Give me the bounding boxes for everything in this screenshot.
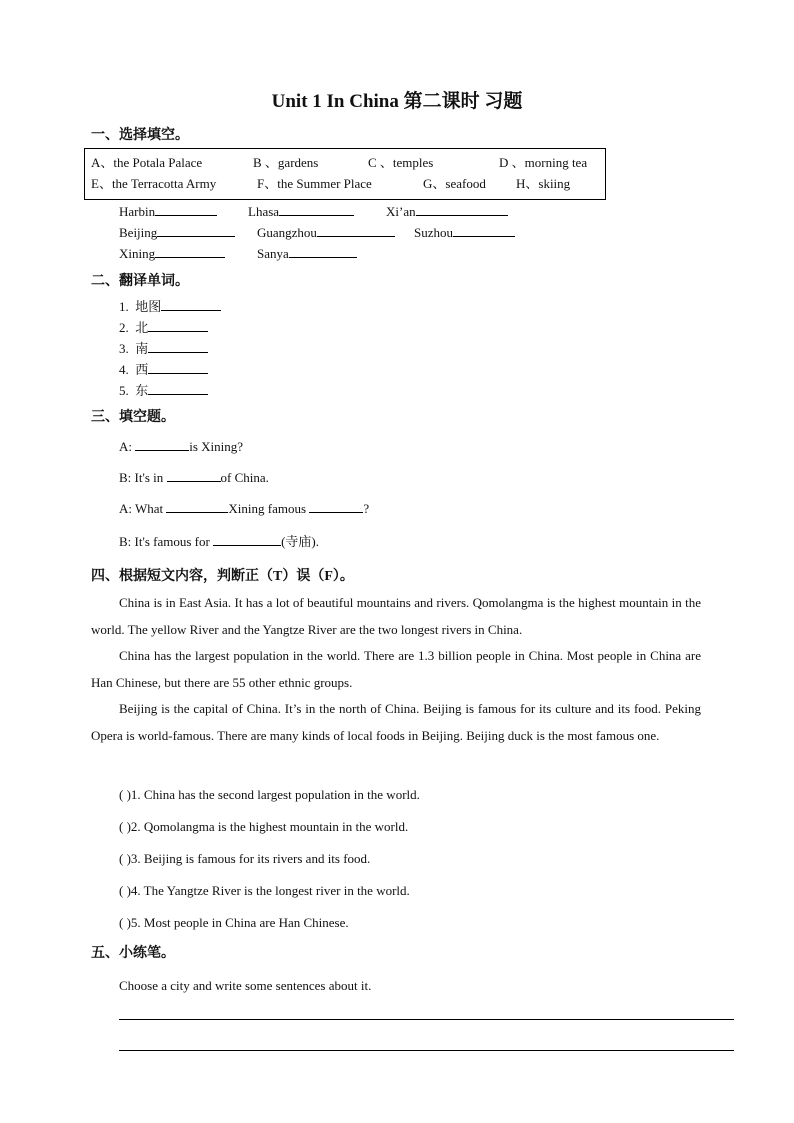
statement-text: 5. Most people in China are Han Chinese. bbox=[130, 915, 349, 930]
city-label: Suzhou bbox=[414, 225, 453, 240]
fill-line-4 bbox=[119, 531, 319, 550]
fill-line-1 bbox=[119, 438, 243, 455]
translate-item-3 bbox=[119, 338, 208, 357]
translate-item-4 bbox=[119, 359, 208, 378]
section-1-heading: 一、选择填空。 bbox=[91, 128, 189, 143]
writing-line-2[interactable] bbox=[119, 1050, 734, 1051]
line-text: A: What bbox=[119, 501, 164, 516]
line-text: A: bbox=[119, 439, 132, 454]
section-2-heading: 二、翻译单词。 bbox=[91, 274, 189, 289]
answer-blank[interactable] bbox=[453, 224, 515, 237]
item-word: 东 bbox=[135, 383, 149, 398]
answer-bracket[interactable]: ( ) bbox=[119, 819, 131, 834]
item-number: 4. bbox=[119, 362, 129, 377]
answer-blank[interactable] bbox=[309, 500, 363, 513]
answer-blank[interactable] bbox=[317, 224, 395, 237]
city-label: Sanya bbox=[257, 246, 289, 261]
item-number: 5. bbox=[119, 383, 129, 398]
section-4-heading: 四、根据短文内容，判断正（T）误（F）。 bbox=[91, 569, 354, 584]
answer-blank[interactable] bbox=[148, 382, 208, 395]
line-text: B: It's in bbox=[119, 470, 164, 485]
city-blank-suzhou bbox=[414, 224, 515, 241]
option-f: F、the Summer Place bbox=[257, 176, 372, 191]
judge-statement-5 bbox=[119, 915, 349, 931]
city-label: Guangzhou bbox=[257, 225, 317, 240]
answer-bracket[interactable]: ( ) bbox=[119, 851, 131, 866]
translate-item-5 bbox=[119, 380, 208, 399]
paragraph-text: China is in East Asia. It has a lot of beautiful mountains and rivers. Qomolangma is the highest mountain in the world. The yellow River and the Yangtze River are the two longest rivers in China. bbox=[91, 595, 701, 637]
answer-bracket[interactable]: ( ) bbox=[119, 915, 131, 930]
city-blank-guangzhou bbox=[257, 224, 395, 241]
line-text: of China. bbox=[220, 470, 269, 485]
option-d: D 、morning tea bbox=[499, 155, 588, 170]
line-text: B: It's famous for bbox=[119, 534, 210, 549]
answer-blank[interactable] bbox=[148, 319, 208, 332]
city-blank-xining bbox=[119, 245, 225, 262]
paragraph-text: Beijing is the capital of China. It’s in the north of China. Beijing is famous for its culture and its food. Peking Opera is world-famous. There are many kinds of local foods in Beijing. Beijing duck is the most famous one. bbox=[91, 701, 701, 743]
answer-blank[interactable] bbox=[155, 245, 225, 258]
option-h: H、skiing bbox=[516, 176, 571, 191]
writing-instruction: Choose a city and write some sentences about it. bbox=[119, 978, 372, 993]
judge-statement-2 bbox=[119, 819, 408, 835]
judge-statement-1 bbox=[119, 787, 420, 803]
city-label: Xining bbox=[119, 246, 156, 261]
answer-blank[interactable] bbox=[167, 469, 221, 482]
answer-bracket[interactable]: ( ) bbox=[119, 787, 131, 802]
translate-item-1 bbox=[119, 296, 221, 315]
city-blank-harbin bbox=[119, 203, 217, 220]
judge-statement-3 bbox=[119, 851, 370, 867]
item-number: 1. bbox=[119, 299, 129, 314]
answer-blank[interactable] bbox=[135, 438, 189, 451]
option-e: E、the Terracotta Army bbox=[91, 176, 217, 191]
line-text: (寺庙). bbox=[281, 534, 319, 549]
city-label: Lhasa bbox=[248, 204, 280, 219]
judge-statement-4 bbox=[119, 883, 410, 899]
city-label: Xi’an bbox=[386, 204, 416, 219]
passage-paragraph-3 bbox=[91, 696, 701, 749]
writing-line-1[interactable] bbox=[119, 1019, 734, 1020]
passage-paragraph-2 bbox=[91, 643, 701, 696]
option-g: G、seafood bbox=[423, 176, 486, 191]
item-number: 2. bbox=[119, 320, 129, 335]
answer-blank[interactable] bbox=[289, 245, 357, 258]
item-word: 北 bbox=[135, 320, 149, 335]
fill-line-3 bbox=[119, 500, 369, 517]
passage-paragraph-1 bbox=[91, 590, 701, 643]
statement-text: 3. Beijing is famous for its rivers and its food. bbox=[130, 851, 371, 866]
city-blank-sanya bbox=[257, 245, 357, 262]
answer-blank[interactable] bbox=[148, 340, 208, 353]
item-word: 西 bbox=[135, 362, 149, 377]
line-text: is Xining? bbox=[189, 439, 244, 454]
answer-blank[interactable] bbox=[416, 203, 508, 216]
city-label: Beijing bbox=[119, 225, 158, 240]
answer-blank[interactable] bbox=[161, 298, 221, 311]
answer-blank[interactable] bbox=[157, 224, 235, 237]
answer-blank[interactable] bbox=[166, 500, 228, 513]
city-blank-beijing bbox=[119, 224, 235, 241]
line-text: Xining famous bbox=[228, 501, 307, 516]
city-blank-xian bbox=[386, 203, 508, 220]
city-label: Harbin bbox=[119, 204, 156, 219]
city-blank-lhasa bbox=[248, 203, 354, 220]
section-3-heading: 三、填空题。 bbox=[91, 410, 175, 425]
answer-blank[interactable] bbox=[155, 203, 217, 216]
option-a: A、the Potala Palace bbox=[91, 155, 203, 170]
answer-blank[interactable] bbox=[279, 203, 354, 216]
section-5-heading: 五、小练笔。 bbox=[91, 946, 175, 961]
item-word: 南 bbox=[135, 341, 149, 356]
page-title: Unit 1 In China 第二课时 习题 bbox=[271, 91, 523, 112]
answer-blank[interactable] bbox=[213, 533, 281, 546]
option-b: B 、gardens bbox=[253, 155, 319, 170]
option-c: C 、temples bbox=[368, 155, 434, 170]
statement-text: 4. The Yangtze River is the longest river in the world. bbox=[130, 883, 410, 898]
paragraph-text: China has the largest population in the world. There are 1.3 billion people in China. Most people in China are Han Chinese, but there are 55 other ethnic groups. bbox=[91, 648, 701, 690]
translate-item-2 bbox=[119, 317, 208, 336]
statement-text: 1. China has the second largest population in the world. bbox=[130, 787, 420, 802]
answer-bracket[interactable]: ( ) bbox=[119, 883, 131, 898]
line-text: ? bbox=[363, 501, 370, 516]
item-number: 3. bbox=[119, 341, 129, 356]
item-word: 地图 bbox=[135, 299, 162, 314]
answer-blank[interactable] bbox=[148, 361, 208, 374]
fill-line-2 bbox=[119, 469, 269, 486]
statement-text: 2. Qomolangma is the highest mountain in the world. bbox=[130, 819, 409, 834]
